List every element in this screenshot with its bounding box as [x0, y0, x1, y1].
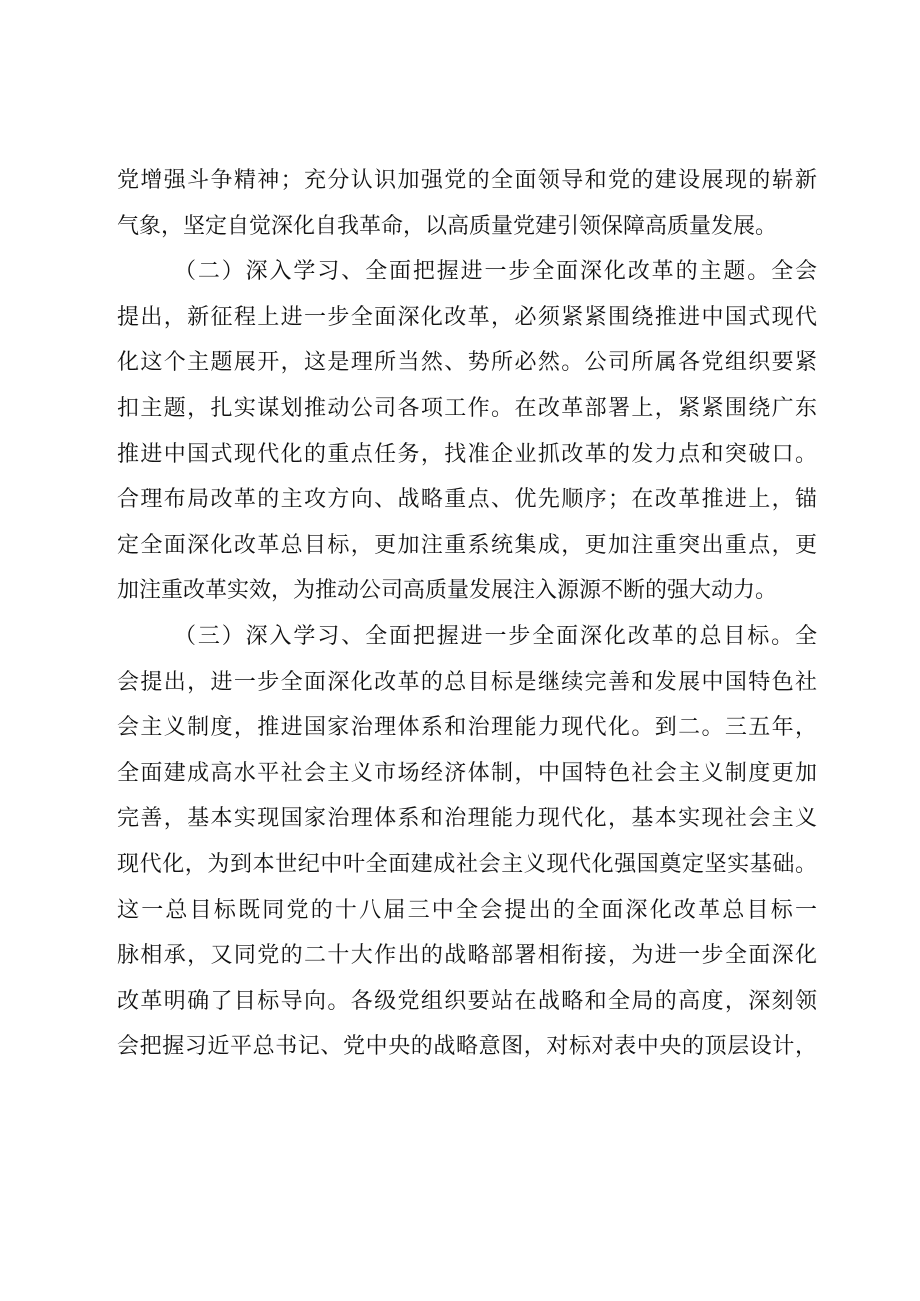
paragraph-start-line: （二）深入学习、全面把握进一步全面深化改革的主题。全会 [174, 259, 817, 285]
text-line: 改革明确了目标导向。各级党组织要站在战略和全局的高度，深刻领 [117, 988, 817, 1014]
text-line: 推进中国式现代化的重点任务，找准企业抓改革的发力点和突破口。 [117, 441, 817, 467]
text-line: 会把握习近平总书记、党中央的战略意图，对标对表中央的顶层设计， [117, 1034, 817, 1060]
text-line: 党增强斗争精神；充分认识加强党的全面领导和党的建设展现的崭新 [117, 168, 817, 193]
text-line: 完善，基本实现国家治理体系和治理能力现代化，基本实现社会主义 [117, 806, 817, 832]
text-line: 会提出，进一步全面深化改革的总目标是继续完善和发展中国特色社 [117, 669, 817, 695]
text-line: 全面建成高水平社会主义市场经济体制，中国特色社会主义制度更加 [117, 760, 817, 786]
text-line: 定全面深化改革总目标，更加注重系统集成，更加注重突出重点，更 [117, 532, 817, 558]
text-line: 化这个主题展开，这是理所当然、势所必然。公司所属各党组织要紧 [117, 350, 817, 376]
text-line: 现代化，为到本世纪中叶全面建成社会主义现代化强国奠定坚实基础。 [117, 851, 817, 877]
paragraph-start-line: （三）深入学习、全面把握进一步全面深化改革的总目标。全 [174, 623, 817, 649]
text-line: 脉相承，又同党的二十大作出的战略部署相衔接，为进一步全面深化 [117, 943, 817, 969]
text-line: 扣主题，扎实谋划推动公司各项工作。在改革部署上，紧紧围绕广东 [117, 395, 817, 421]
text-line: 合理布局改革的主攻方向、战略重点、优先顺序；在改革推进上，锚 [117, 487, 817, 513]
text-line: 加注重改革实效，为推动公司高质量发展注入源源不断的强大动力。 [117, 578, 778, 604]
text-line: 这一总目标既同党的十八届三中全会提出的全面深化改革总目标一 [117, 897, 817, 923]
text-line: 气象，坚定自觉深化自我革命，以高质量党建引领保障高质量发展。 [117, 213, 778, 239]
text-line: 会主义制度，推进国家治理体系和治理能力现代化。到二。三五年， [117, 715, 817, 741]
text-line: 提出，新征程上进一步全面深化改革，必须紧紧围绕推进中国式现代 [117, 304, 817, 330]
body-text [117, 158, 817, 1070]
